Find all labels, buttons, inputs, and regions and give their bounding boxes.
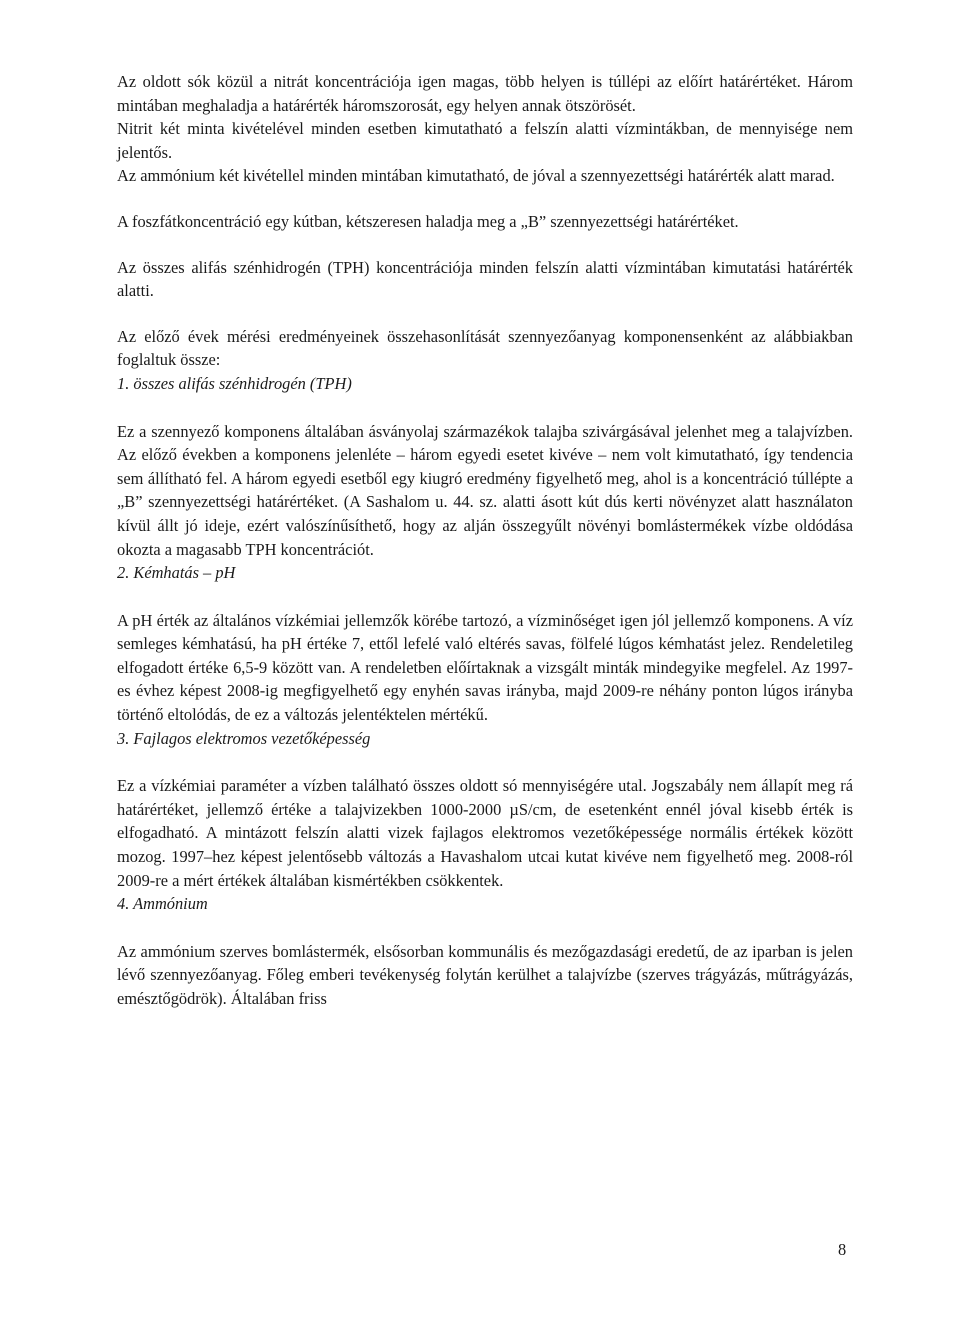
paragraph-ammonium-summary: Az ammónium két kivétellel minden mintában kimutatható, de jóval a szennyezettségi határérték alatt marad. — [117, 166, 835, 186]
section-heading-tph: 1. összes alifás szénhidrogén (TPH) — [117, 373, 352, 393]
section-body-ammonium: Az ammónium szerves bomlástermék, elsősorban kommunális és mezőgazdasági eredetű, de az iparban is jelen lévő szennyezőanyag. Főleg emberi tevékenység folytán kerülhet a talajvízbe (szerves trágyázás, műtrágyázás, emésztőgödrök). Általában friss — [117, 941, 853, 1008]
section-heading-ammonium: 4. Ammónium — [117, 894, 208, 914]
document-page — [117, 70, 853, 1011]
page-number: 8 — [838, 1240, 847, 1259]
section-heading-conductivity: 3. Fajlagos elektromos vezetőképesség — [117, 728, 371, 748]
paragraph-phosphate: A foszfátkoncentráció egy kútban, kétszeresen haladja meg a „B” szennyezettségi határértéket. — [117, 211, 739, 231]
paragraph-nitrite: Nitrit két minta kivételével minden esetben kimutatható a felszín alatti vízmintákban, de mennyisége nem jelentős. — [117, 119, 853, 162]
paragraph-comparison-intro: Az előző évek mérési eredményeinek összehasonlítását szennyezőanyag komponensenként az alábbiakban foglaltuk össze: — [117, 326, 853, 370]
paragraph-nitrate: Az oldott sók közül a nitrát koncentrációja igen magas, több helyen is túllépi az előírt határértéket. Három mintában meghaladja a határérték háromszorosát, egy helyen annak ötszörösét. — [117, 72, 853, 115]
section-body-tph: Ez a szennyező komponens általában ásványolaj származékok talajba szivárgásával jelenhet meg a talajvízben. Az előző években a komponens jelenléte – három egyedi esetet kivéve – nem volt kimutatható, így tendencia sem állítható fel. A három egyedi esetből egy kiugró eredmény figyelhető meg, ahol is a koncentráció túllépte a „B” szennyezettségi határértéket. (A Sashalom u. 44. sz. alatti ásott kút dús kerti növényzet alatt használaton kívül állt jó ideje, ezért valószínűsíthető, hogy az alján összegyűlt növényi bomlástermékek vízbe oldódása okozta a magasabb TPH koncentrációt. — [117, 421, 853, 559]
section-heading-ph: 2. Kémhatás – pH — [117, 563, 236, 583]
section-body-ph: A pH érték az általános vízkémiai jellemzők körébe tartozó, a vízminőséget igen jól jellemző komponens. A víz semleges kémhatású, ha pH értéke 7, ettől lefelé való eltérés savas, fölfelé lúgos kémhatást jelez. Rendeletileg elfogadott értéke 6,5-9 között van. A rendeletben előírtaknak a vizsgált minták mindegyike megfelel. Az 1997-es évhez képest 2008-ig megfigyelhető egy enyhén savas irányba, majd 2009-re néhány ponton lúgos irányba történő eltolódás, de ez a változás jelentéktelen mértékű. — [117, 610, 853, 725]
paragraph-tph-summary: Az összes alifás szénhidrogén (TPH) koncentrációja minden felszín alatti vízmintában kimutatási határérték alatti. — [117, 257, 853, 301]
section-body-conductivity: Ez a vízkémiai paraméter a vízben található összes oldott só mennyiségére utal. Jogszabály nem állapít meg rá határértéket, jellemző értéke a talajvizekben 1000-2000 µS/cm, de esetenként ennél jóval kisebb érték is elfogadható. A mintázott felszín alatti vizek fajlagos elektromos vezetőképessége normális értékek között mozog. 1997–hez képest jelentősebb változás a Havashalom utcai kutat kivéve nem figyelhető meg. 2008-ról 2009-re a mért értékek általában kismértékben csökkentek. — [117, 776, 853, 890]
